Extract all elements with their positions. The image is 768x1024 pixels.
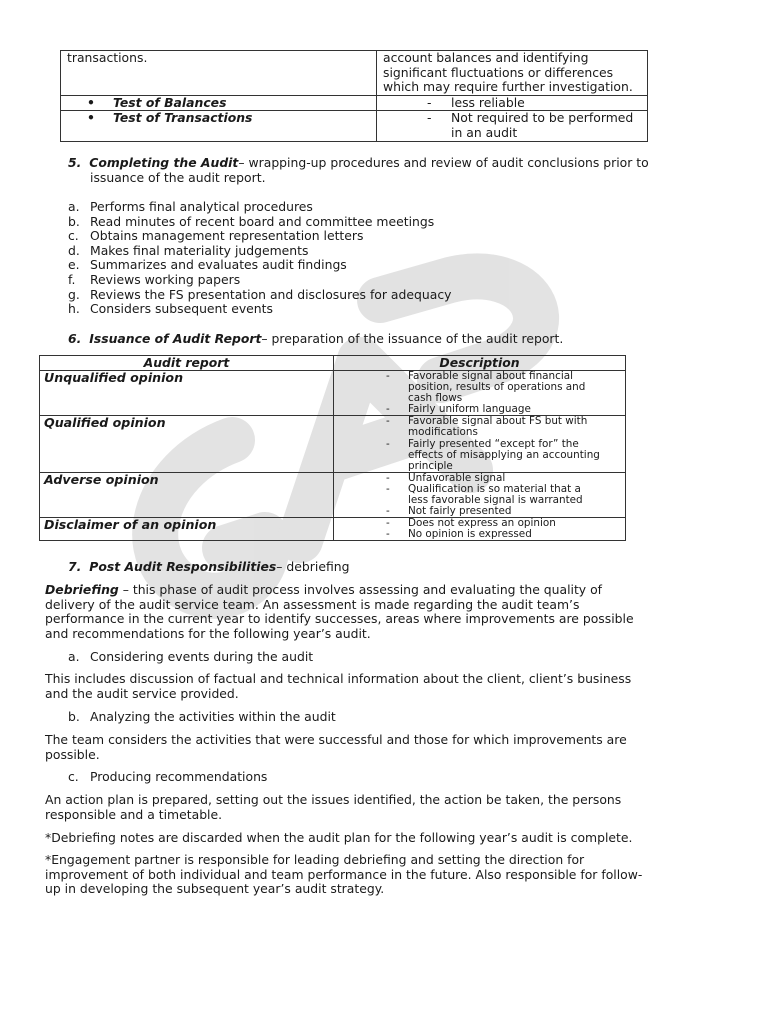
completing-audit-list <box>68 200 728 317</box>
list-item: h. Considers subsequent events <box>68 301 273 317</box>
list-item: g. Reviews the FS presentation and disclosures for adequacy <box>68 286 452 302</box>
description-cell: - Unfavorable signal - Qualification is so material that a less favorable signal is warranted - Not fairly presented <box>334 472 626 517</box>
list-item: b. Read minutes of recent board and committee meetings <box>68 213 435 229</box>
bullet-icon: • <box>87 110 95 126</box>
subsection-c-text: An action plan is prepared, setting out the issues identified, the action be taken, the persons responsible and a timetable. <box>45 792 622 822</box>
list-item: e. Summarizes and evaluates audit findings <box>68 257 347 273</box>
subsection-a-text: This includes discussion of factual and technical information about the client, client’s business and the audit service provided. <box>45 671 632 701</box>
opinion-cell: Disclaimer of an opinion <box>40 518 334 541</box>
table-row <box>61 51 648 96</box>
list-item: d. Makes final materiality judgements <box>68 242 309 258</box>
table-cell: - Not required to be performed in an audit <box>377 111 648 141</box>
list-item: c. Obtains management representation letters <box>68 228 364 244</box>
table-row <box>40 416 626 472</box>
table-cell: account balances and identifying significant fluctuations or differences which may require further investigation. <box>377 51 648 96</box>
subsection-b-heading: b. Analyzing the activities within the audit <box>68 709 336 724</box>
audit-report-table <box>39 355 626 541</box>
subsection-b-text: The team considers the activities that were successful and those for which improvements are possible. <box>45 732 627 762</box>
list-item: f. Reviews working papers <box>68 271 241 287</box>
tests-table <box>60 50 648 142</box>
opinion-cell: Adverse opinion <box>40 472 334 517</box>
table-cell: transactions. <box>61 51 377 96</box>
opinion-cell: Unqualified opinion <box>40 371 334 416</box>
table-cell: • Test of Transactions <box>61 111 377 141</box>
table-row <box>40 472 626 517</box>
opinion-cell: Qualified opinion <box>40 416 334 472</box>
section-6-heading: 6. Issuance of Audit Report– preparation of the issuance of the audit report. <box>68 331 564 346</box>
section-7-heading: 7. Post Audit Responsibilities– debriefing <box>68 559 350 574</box>
bullet-icon: • <box>87 94 95 110</box>
description-cell: - Does not express an opinion - No opinion is expressed <box>334 518 626 541</box>
list-item: a. Performs final analytical procedures <box>68 199 313 214</box>
note-debriefing-notes: *Debriefing notes are discarded when the audit plan for the following year’s audit is complete. <box>45 830 633 845</box>
section-5-heading: 5. Completing the Audit– wrapping-up procedures and review of audit conclusions prior to issuance of the audit report. <box>68 155 649 185</box>
table-cell: - less reliable <box>377 95 648 111</box>
description-cell: - Favorable signal about financial position, results of operations and cash flows - Fairly uniform language <box>334 371 626 416</box>
note-engagement-partner: *Engagement partner is responsible for leading debriefing and setting the direction for improvement of both individual and team performance in the future. Also responsible for follow- up in developing the subsequent year’s audit strategy. <box>45 852 643 897</box>
table-row <box>40 371 626 416</box>
subsection-a-heading: a. Considering events during the audit <box>68 649 314 664</box>
table-row <box>61 111 648 141</box>
column-header: Description <box>334 356 626 371</box>
table-cell: • Test of Balances <box>61 95 377 111</box>
table-header-row <box>40 356 626 371</box>
table-row <box>40 518 626 541</box>
debriefing-paragraph: Debriefing – this phase of audit process involves assessing and evaluating the quality of delivery of the audit service team. An assessment is made regarding the audit team’s performance in the current year to identify successes, areas where improvements are possible and recommendations for the following year’s audit. <box>45 582 634 641</box>
description-cell: - Favorable signal about FS but with modifications - Fairly presented “except for” the effects of misapplying an accounting principle <box>334 416 626 472</box>
column-header: Audit report <box>40 356 334 371</box>
table-row <box>61 95 648 111</box>
subsection-c-heading: c. Producing recommendations <box>68 769 268 784</box>
